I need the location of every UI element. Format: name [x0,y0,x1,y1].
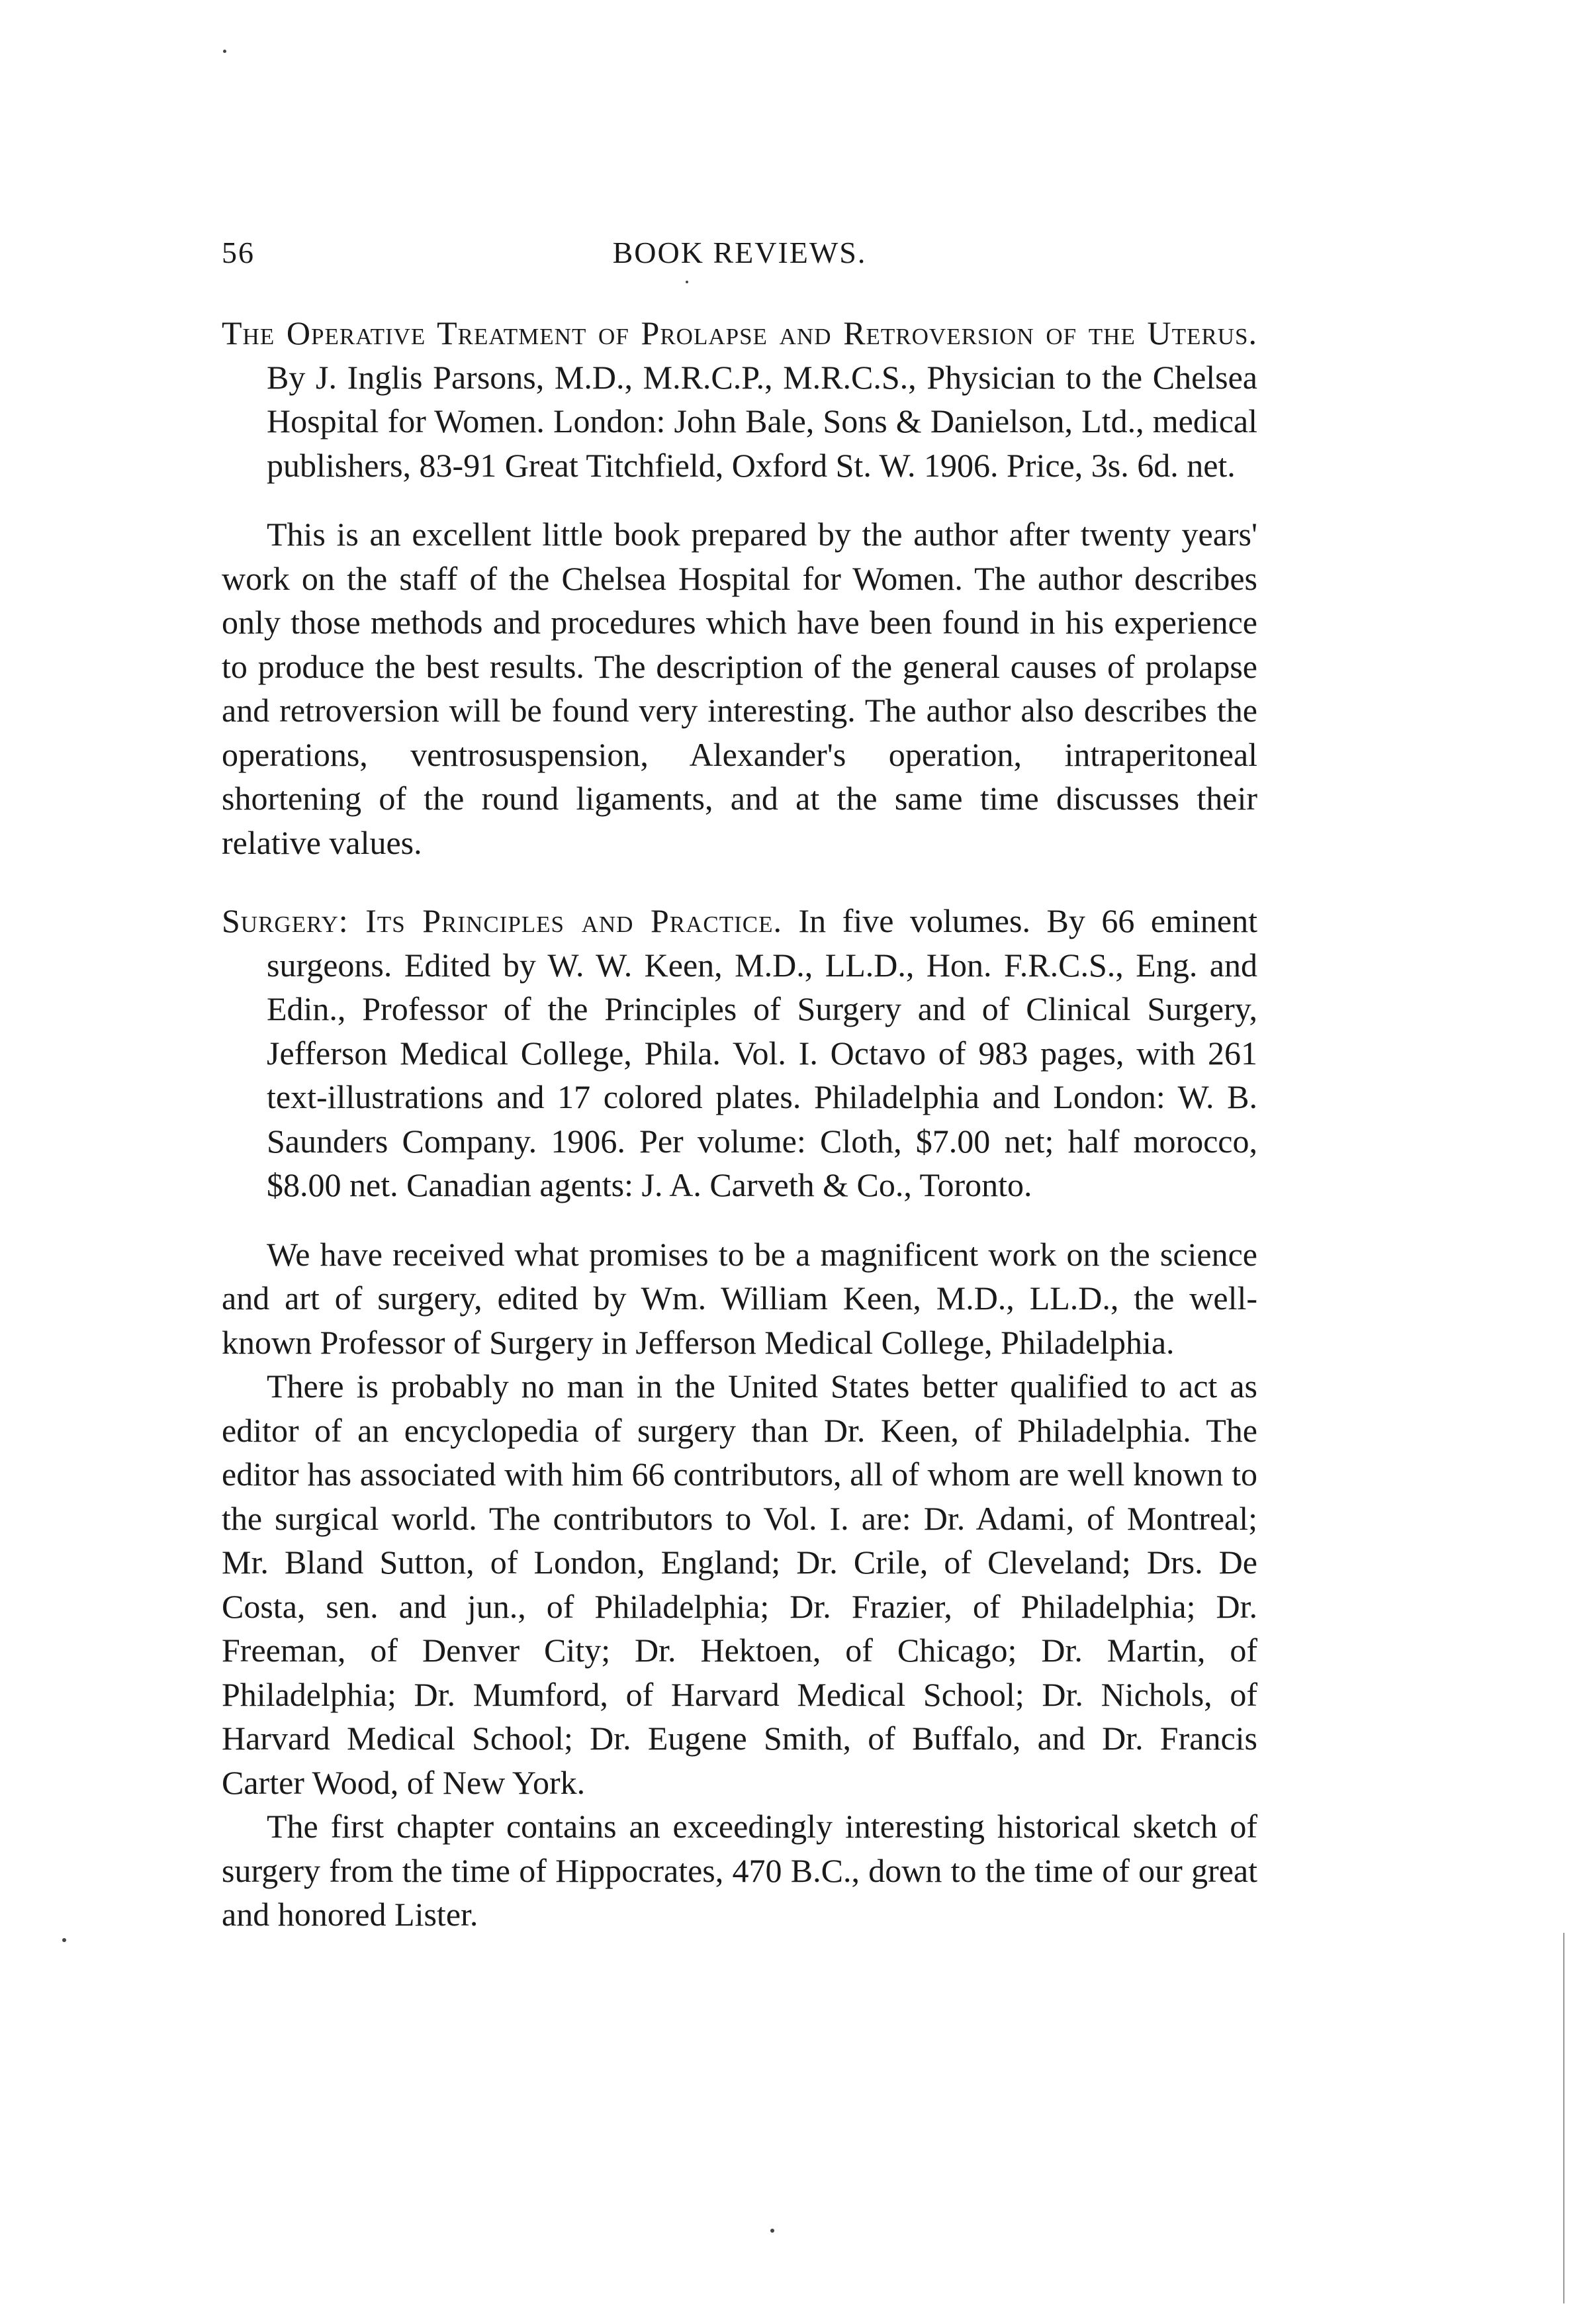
scan-edge-line [1563,1933,1564,2303]
book-citation: By J. Inglis Parsons, M.D., M.R.C.P., M.R.C.S., Physician to the Chelsea Hospital for Women. London: John Bale, Sons & Danielson, Ltd., medical publishers, 83-91 Great Titchfield, Oxford St. W. 1906. Price, 3s. 6d. net. [267,358,1257,484]
book-title: Surgery: Its Principles and Practice. [222,902,782,939]
text-column [222,311,1257,1937]
review-paragraph: There is probably no man in the United States better qualified to act as editor of an encyclopedia of surgery than Dr. Keen, of Philadelphia. The editor has associated with him 66 contributors, all of whom are well known to the surgical world. The contributors to Vol. I. are: Dr. Adami, of Montreal; Mr. Bland Sutton, of London, England; Dr. Crile, of Cleveland; Drs. De Costa, sen. and jun., of Philadelphia; Dr. Frazier, of Philadelphia; Dr. Freeman, of Denver City; Dr. Hektoen, of Chicago; Dr. Martin, of Philadelphia; Dr. Mumford, of Harvard Medical School; Dr. Nichols, of Harvard Medical School; Dr. Eugene Smith, of Buffalo, and Dr. Francis Carter Wood, of New York. [222,1368,1257,1801]
scan-speck [686,281,688,283]
review-paragraph: The first chapter contains an exceedingly interesting historical sketch of surgery from the time of Hippocrates, 470 B.C., down to the time of our great and honored Lister. [222,1808,1257,1933]
scan-speck [223,50,226,53]
book-citation: In five volumes. By 66 eminent surgeons. Edited by W. W. Keen, M.D., LL.D., Hon. F.R.C.S., Eng. and Edin., Professor of the Principles of Surgery and of Clinical Surgery, Jefferson Medical College, Phila. Vol. I. Octavo of 983 pages, with 261 text-illustrations and 17 colored plates. Philadelphia and London: W. B. Saunders Company. 1906. Per volume: Cloth, $7.00 net; half morocco, $8.00 net. Canadian agents: J. A. Carveth & Co., Toronto. [267,902,1257,1203]
page-header [222,235,1257,275]
review-heading-surgery [222,899,1257,1207]
book-title: The Operative Treatment of Prolapse and Retroversion of the Uterus. [222,314,1257,351]
scan-speck [62,1938,66,1942]
review-paragraph: We have received what promises to be a magnificent work on the science and art of surgery, edited by Wm. William Keen, M.D., LL.D., the well-known Professor of Surgery in Jefferson Medical College, Philadelphia. [222,1235,1257,1361]
page-number: 56 [222,236,255,269]
review-heading-prolapse [222,311,1257,487]
review-paragraph: This is an excellent little book prepared by the author after twenty years' work on the staff of the Chelsea Hospital for Women. The author describes only those methods and procedures which have been found in his experience to produce the best results. The description of the general causes of prolapse and retroversion will be found very interesting. The author also describes the operations, ventrosuspension, Alexander's operation, intraperitoneal shortening of the round ligaments, and at the same time discusses their relative values. [222,516,1257,861]
scan-speck [770,2229,774,2233]
running-title: BOOK REVIEWS. [612,236,867,269]
